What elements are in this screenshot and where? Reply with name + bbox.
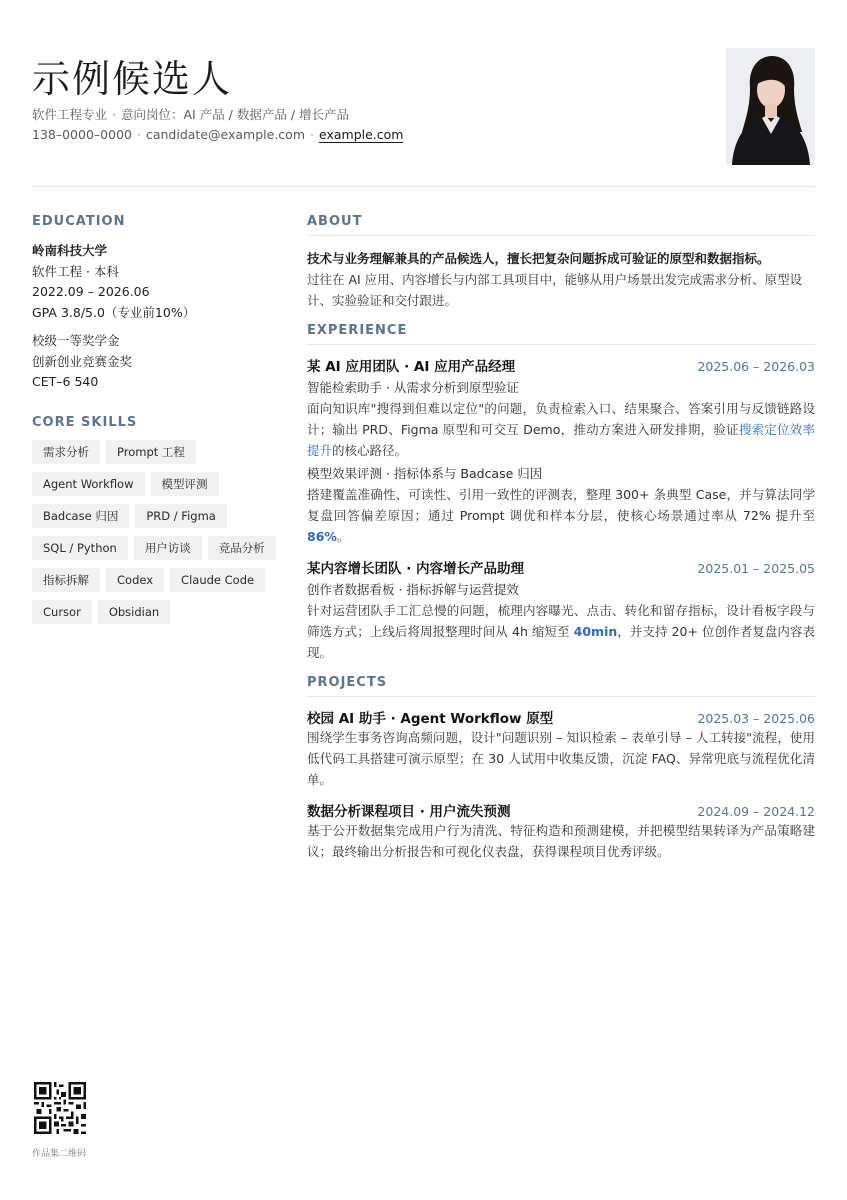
- skills-list: [32, 440, 282, 624]
- separator: ·: [310, 127, 314, 142]
- job-date: 2025.06 – 2026.03: [697, 359, 815, 374]
- project-date: 2025.03 – 2025.06: [697, 711, 815, 726]
- skill-tag: Codex: [106, 568, 164, 592]
- position-line: [32, 105, 349, 123]
- project-name: 校园 AI 助手 · Agent Workflow 原型: [307, 711, 554, 727]
- education-title: EDUCATION: [32, 214, 126, 229]
- job-description: 搭建覆盖准确性、可读性、引用一致性的评测表，整理 300+ 条典型 Case，并与算法同学复盘回答偏差原因；通过 Prompt 调优和样本分层，使核心场景通过率从 72% 提升至 86%。: [307, 487, 815, 544]
- job-title: 某 AI 应用团队 · AI 应用产品经理: [307, 359, 516, 375]
- skill-tag: Claude Code: [170, 568, 265, 592]
- separator: ·: [136, 127, 141, 142]
- education-block: [32, 241, 282, 393]
- projects-title: PROJECTS: [307, 675, 815, 697]
- qr-code-label: 作品集二维码: [32, 1149, 87, 1159]
- candidate-name: 示例候选人: [32, 57, 233, 101]
- job-header: [307, 557, 815, 577]
- project-header: [307, 707, 815, 727]
- project-date: 2024.09 – 2024.12: [697, 804, 815, 819]
- project-description: 基于公开数据集完成用户行为清洗、特征构造和预测建模，并把模型结果转译为产品策略建议；最终输出分析报告和可视化仪表盘，获得课程项目优秀评级。: [307, 823, 815, 859]
- project-description: 围绕学生事务咨询高频问题，设计"问题识别 – 知识检索 – 表单引导 – 人工转接"流程，使用低代码工具搭建可演示原型；在 30 人试用中收集反馈，沉淀 FAQ、异常兜底与流程优化清单。: [307, 730, 815, 787]
- job-date: 2025.01 – 2025.05: [697, 561, 815, 576]
- project-subtitle: 创作者数据看板 · 指标拆解与运营提效: [307, 582, 519, 597]
- left-column: [32, 214, 282, 624]
- skill-tag: Prompt 工程: [106, 440, 196, 464]
- highlight: 搜索定位效率提升: [307, 422, 815, 458]
- skill-tag: PRD / Figma: [135, 504, 227, 528]
- job-description: 针对运营团队手工汇总慢的问题，梳理内容曝光、点击、转化和留存指标，设计看板字段与筛选方式；上线后将周报整理时间从 4h 缩短至 40min，并支持 20+ 位创作者复盘内容表现。: [307, 603, 816, 660]
- about-title: ABOUT: [307, 214, 815, 236]
- study-period: 2022.09 – 2026.06: [32, 284, 150, 299]
- skill-tag: SQL / Python: [32, 536, 128, 560]
- skill-tag: 模型评测: [151, 472, 219, 496]
- portfolio-qr-code[interactable]: [34, 1082, 86, 1134]
- job-description: 面向知识库"搜得到但难以定位"的问题，负责检索入口、结果聚合、答案引用与反馈链路设计；输出 PRD、Figma 原型和可交互 Demo，推动方案进入研发排期，验证搜索定位效率提升的核心路径。: [307, 401, 815, 458]
- project-name: 数据分析课程项目 · 用户流失预测: [307, 804, 511, 820]
- separator: ·: [112, 107, 116, 122]
- project-subtitle: 模型效果评测 · 指标体系与 Badcase 归因: [307, 466, 543, 481]
- skill-tag: Cursor: [32, 600, 92, 624]
- skill-tag: 竞品分析: [208, 536, 276, 560]
- job-title: 某内容增长团队 · 内容增长产品助理: [307, 561, 525, 577]
- skill-tag: Agent Workflow: [32, 472, 145, 496]
- about-summary: 技术与业务理解兼具的产品候选人，擅长把复杂问题拆成可验证的原型和数据指标。: [307, 251, 770, 266]
- skill-tag: Badcase 归因: [32, 504, 129, 528]
- right-column: [307, 214, 815, 862]
- major: 软件工程专业: [32, 107, 108, 122]
- degree: 软件工程 · 本科: [32, 263, 119, 279]
- award: CET–6 540: [32, 374, 99, 389]
- skills-title: CORE SKILLS: [32, 414, 138, 430]
- experience-title: EXPERIENCE: [307, 323, 815, 345]
- phone: 138–0000–0000: [32, 127, 132, 142]
- skill-tag: 用户访谈: [134, 536, 202, 560]
- about-body: 过往在 AI 应用、内容增长与内部工具项目中，能够从用户场景出发完成需求分析、原型设计、实验验证和交付跟进。: [307, 272, 803, 308]
- project-header: [307, 800, 815, 820]
- intent-position: 意向岗位：AI 产品 / 数据产品 / 增长产品: [121, 107, 350, 122]
- header-divider: [32, 186, 815, 187]
- award: 创新创业竞赛金奖: [32, 353, 133, 369]
- highlight: 40min: [573, 624, 618, 639]
- skill-tag: 需求分析: [32, 440, 100, 464]
- website-link[interactable]: example.com: [318, 127, 404, 142]
- skill-tag: 指标拆解: [32, 568, 100, 592]
- email[interactable]: candidate@example.com: [145, 127, 305, 142]
- school-name: 岭南科技大学: [32, 243, 108, 258]
- job-header: [307, 355, 815, 375]
- skill-tag: Obsidian: [98, 600, 170, 624]
- contact-line: [32, 127, 403, 142]
- project-subtitle: 智能检索助手 · 从需求分析到原型验证: [307, 380, 519, 395]
- gpa: GPA 3.8/5.0（专业前10%）: [32, 304, 196, 320]
- highlight: 86%: [307, 529, 337, 544]
- profile-photo: [726, 48, 815, 165]
- award: 校级一等奖学金: [32, 333, 120, 348]
- resume-header: [32, 40, 815, 170]
